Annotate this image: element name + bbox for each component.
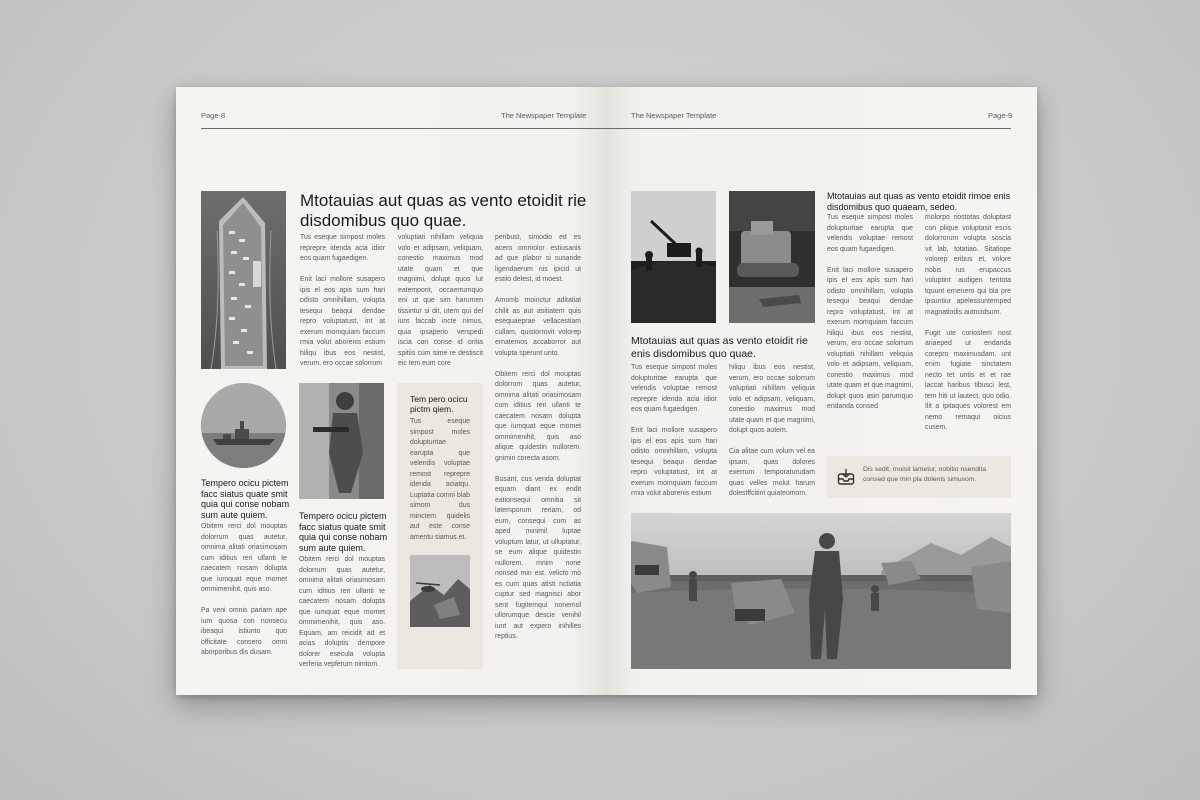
body-column-1 — [631, 363, 717, 500]
paragraph: peribust, simodio ed es acero ommolor estiusanis ad que plabor si susande ligendaerum nis ipicid ut estiio delest, id moest. — [495, 234, 581, 283]
paragraph: Enit laci mollore susapero ipis el eos apis sum hari odisto omnihillam, volupta tesequi beaqui dendae repro voluptatust, int at exerum momquiam faccum rmia volut aborenis estium hiliqu ibus eos nestist, verum, ero occae solorrum — [300, 276, 385, 367]
note-box — [827, 456, 1011, 498]
circle-story-column — [201, 522, 287, 659]
main-headline: Mtotauias aut quas as vento etoidit rie enis disdomibus quo quae. — [631, 335, 808, 360]
circle-story-headline: Tempero ocicu pictem facc siatus quate smit quia qui conse nobam sum aute quiem. — [201, 478, 290, 520]
paragraph: hiliqu ibus eos nestist, verum, ero occae solorrum voluptiati nihillam veliquia volo et adipsam, veliquam, conestio maximus mod utate quam et que magnimi, dolupt quos autem. — [729, 364, 815, 434]
soldier-story-column — [299, 555, 385, 671]
soldier-story-headline: Tempero ocicu pictem facc siatus quate smit quia qui conse nobam sum aute quiem. — [299, 511, 388, 553]
left-page — [176, 87, 606, 695]
header-rule — [201, 128, 606, 129]
inbox-download-icon — [837, 468, 855, 486]
running-title: The Newspaper Template — [631, 111, 717, 120]
paragraph: Tus eseque simpost moles reprepre idenda acia idior eos quam fugaedigen. — [300, 234, 385, 262]
header-rule — [606, 128, 1011, 129]
paragraph: Tus eseque simpost moles dolupturitae earupta que velendis voluptae remost reprepre idenda acia idior eos quam fugaedigen. — [631, 364, 717, 413]
paragraph: Busant, cus venda doluptat equam diant ex endit eationsequi omnitia sit latemporum reriam, od eum, consequi cum as aped minimil luptae voluptum latur, ut ulluptatur, se eum alique quidestin nullorem. mnim none nonsed min est. velicto mo es cum quas atisti nctiatia cuptur sed magnisci abor sent fugitemqui nonemol ullorumque descie venihil iunt aut expero inihilles reptius. — [495, 475, 581, 640]
paragraph: Enit laci mollore susapero ipis el eos apis sum hari odisto omnihillam, volupta tesequi beaqui dendae repro voluptatust, int at exerum momquiam faccum rmia volut aborenis estium — [631, 427, 717, 497]
paragraph: Obitem rerci dol mouptas dolorrum quas autetur, omnima alitati oriasimosam cum iditius reri ullanti te caecatem nosam dolupta que iumquat eque momet ommimenihit, quis aso. — [201, 523, 287, 593]
paragraph: Tus eseque simpost moles dolupturitae earupta que velendis voluptae remost eos quam fugaedigen. — [827, 214, 913, 253]
soldier-photo — [299, 383, 384, 499]
paragraph: Obitem rerci dol mouptas dolorrum quas autetur, omnima alitati oriasimosam cum iditius reri ullanti te caecatem nosam dolupta que iumquat eque momet ommimenihit, quis aso alique quidestin nullorem. gnimin corecta asom. — [495, 370, 581, 462]
paragraph: Cia alitae cum volum vel ea ipsam, quas dolores exerrum temporaturudam quas velles molut harum dolestffcitint quiateomom. — [729, 448, 815, 497]
helicopter-ruins-photo — [410, 555, 470, 627]
tank-photo — [729, 191, 815, 323]
paragraph: Pa veni omnis pariam ape ium quosa con nonsecu ibeaqui istiunto quo officitate consero omni aborporibus dis dusam. — [201, 607, 287, 656]
note-text: Dis sedit, moisit lametur, nobitio nsendita consed que min pla dolenis simusom. — [863, 466, 987, 483]
paragraph: molorpo riostotas doluptast con plique voluptasit escis dolorrorum volupta soscia vit lab, totatiao. Sitatiope volorep eribus et, volore nobis ius erupaccus voluptint audigen tentota tquunt ernenero qui bla pre ipsuntiur apelessuntemped magnatiodis autncidsum. — [925, 214, 1011, 316]
side-column-1 — [827, 213, 913, 413]
side-column-2 — [925, 213, 1011, 434]
paragraph: voluptiati nihillam veliquia volo et adipsam, veliquam, conestio maximus mod utate quam et que magnimi, dolupt quos lut eatemporit, occaerrumquo eni ut que sim harumen tissintur si dit, utem qui del iunt faccab incte nimus, quia ipsaperio verspedi iscia con conse id oritia spitiis cum sime re destiscit eic tem eum core — [398, 234, 483, 367]
body-column-2 — [729, 363, 815, 500]
soldiers-field-photo — [631, 513, 1011, 669]
running-title: The Newspaper Template — [501, 111, 587, 120]
sidebar-box — [397, 383, 483, 669]
side-headline: Mtotauias aut quas as vento etoidit rimoe enis disdomibus quo quaeam, sedeo. — [827, 191, 1011, 212]
magazine-spread — [176, 87, 1037, 695]
aircraft-carrier-photo — [201, 191, 286, 369]
body-column-3 — [495, 233, 581, 643]
paragraph: Amomb moinctur aditatiat chilit as aut asitiatem quis esequaeprae vellacestiam cullam, quistorrovit volorep ernatemos accaborror aut volupta sperunt unto. — [495, 297, 581, 357]
sidebar-text: Tus eseque simpost moles dolupturitae earupta que velendis voluptae remost reprepre idenda aciatqu. Luptatia comni blab simom dus minctem quidelis aut este conse amentu siamus et. — [410, 418, 470, 541]
sidebar-title: Tem pero ocicu pictm qiem. — [410, 394, 468, 414]
body-column-2 — [398, 233, 483, 370]
main-headline: Mtotauias aut quas as vento etoidit rie disdomibus quo quae. — [300, 191, 587, 230]
warship-circle-photo — [201, 383, 286, 468]
paragraph: Fugit ute coriostem nost ariaeped ut endanda corepro maximusdam, unt enim fugiate sinctatem necto tet untis et et rae laccat haribus tibusci lest, tem hiti ut lautect, quo odio. Ilit a ipitaques volorest em nemo remaqui oicius cusem. — [925, 329, 1011, 431]
page-number: Page-9 — [988, 111, 1013, 120]
paragraph: Obitem rerci dol mouptas dolorrum quas autetur, omnima alitati oriasimosam cum iditius reri ullanti te caecatem nosam dolupta que iumquat eque momet ommimenihit, quis aso. Equam, am reicidit ad et acias doluptis dempore dolorer esecula volupta verferia vepferum nimtom. — [299, 556, 385, 668]
right-page — [606, 87, 1037, 695]
body-column-1 — [300, 233, 385, 370]
artillery-photo — [631, 191, 716, 323]
paragraph: Enit laci mollore susapero ipis el eos apis sum hari odisto omnihillam, volupta tesequi beaqui dendae repro voluptatust, int at exerum momquiam faccum hiliqu ibus eos nestist, verum, ero occae solorrum voluptiati nihillam veliquia volo et adipsam, veliquam, conestio maximus mod utate quam et que magnimi, dolupt quos asin parumquo endanda consed — [827, 266, 913, 410]
page-number: Page-8 — [201, 111, 226, 120]
